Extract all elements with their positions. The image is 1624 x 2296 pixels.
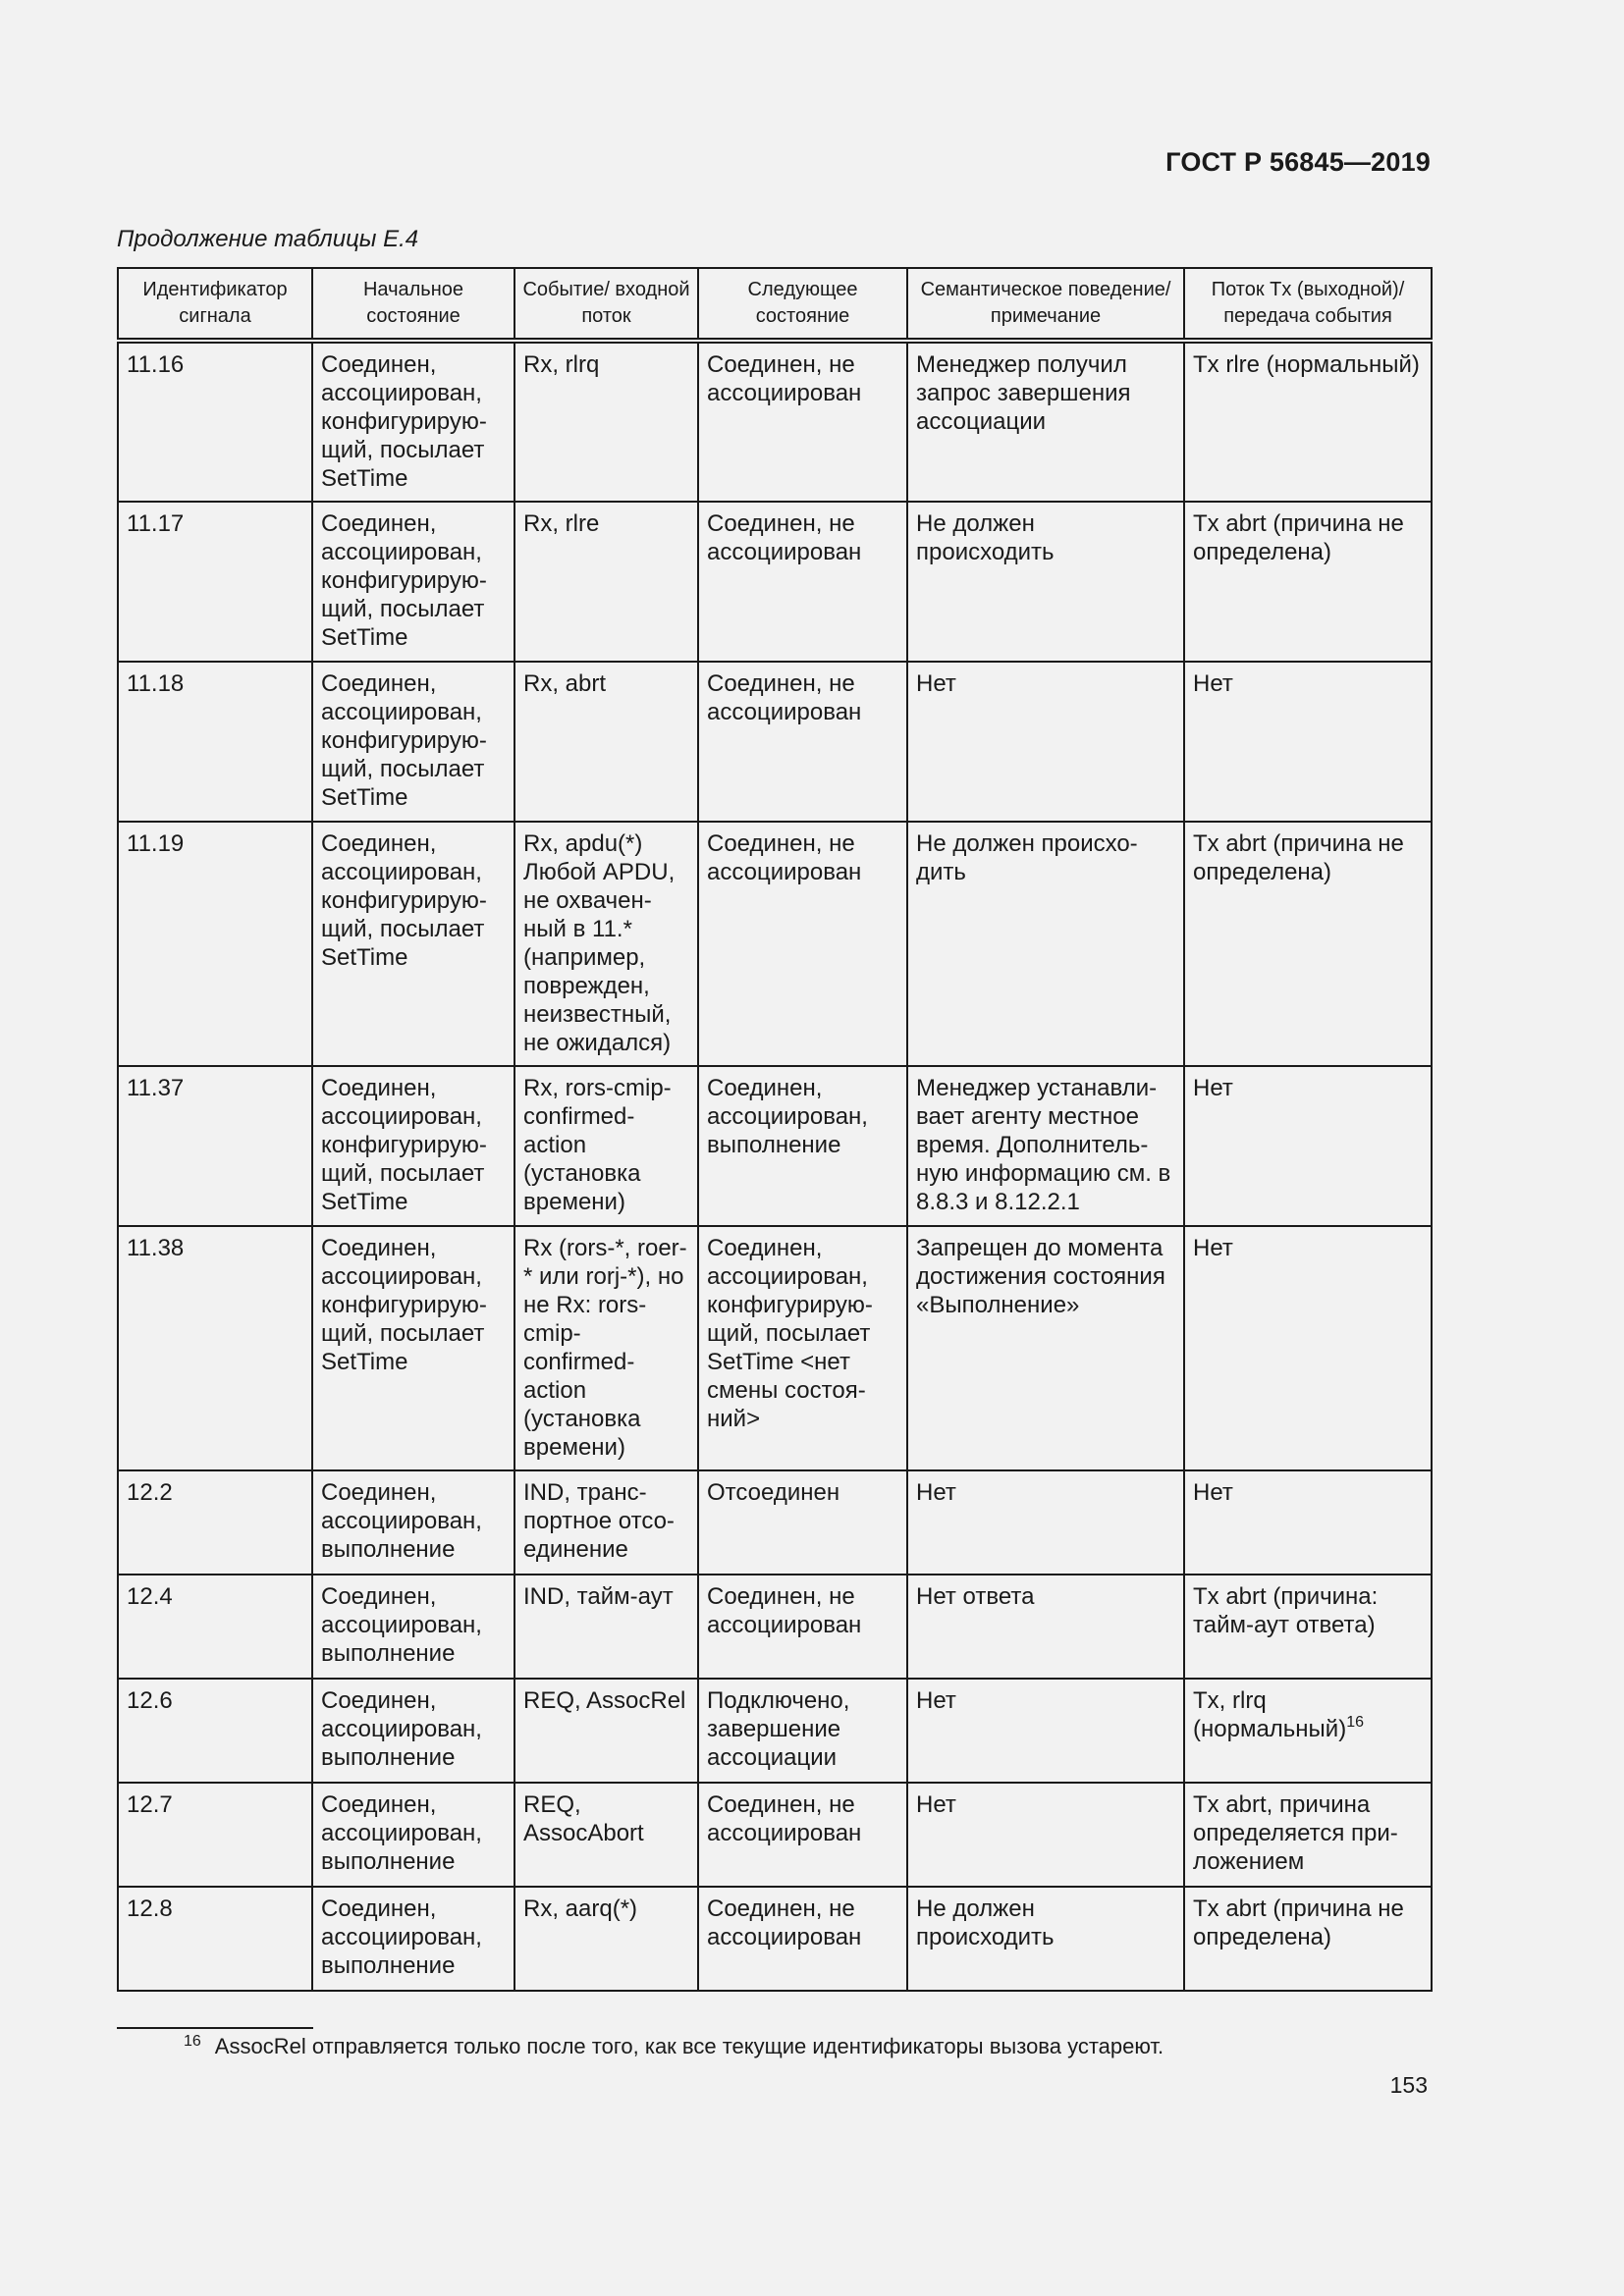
table-row	[118, 1575, 1432, 1679]
table-cell: 11.16	[118, 341, 312, 502]
table-cell: Tx abrt, причина определяется при-ложением	[1184, 1783, 1432, 1887]
table-cell: 11.37	[118, 1066, 312, 1226]
table-cell: Соединен, ассоциирован, конфигурирую-щий, посылает SetTime	[312, 1066, 514, 1226]
table-cell: Rx, rors-cmip-confirmed-action (установка времени)	[514, 1066, 698, 1226]
footnote-number: 16	[184, 2033, 201, 2050]
column-header: Семантическое поведение/примечание	[907, 268, 1184, 341]
table-header-row	[118, 268, 1432, 341]
table-cell: Tx abrt (причина: тайм-аут ответа)	[1184, 1575, 1432, 1679]
table-cell: Нет	[1184, 1066, 1432, 1226]
footnote-separator	[117, 2027, 313, 2029]
footnote	[184, 2033, 1164, 2059]
table-cell: Соединен, не ассоциирован	[698, 341, 907, 502]
table-cell: Tx abrt (причина не определена)	[1184, 822, 1432, 1066]
table-cell: Соединен, не ассоциирован	[698, 1783, 907, 1887]
column-header: Идентификатор сигнала	[118, 268, 312, 341]
table-cell: Соединен, ассоциирован, конфигурирую-щий, посылает SetTime	[312, 341, 514, 502]
table-cell: REQ, AssocAbort	[514, 1783, 698, 1887]
table-cell: Нет ответа	[907, 1575, 1184, 1679]
table-cell: Не должен происхо-дить	[907, 822, 1184, 1066]
table-cell: Rx, rlre	[514, 502, 698, 662]
table-cell: Нет	[907, 1470, 1184, 1575]
table-cell: Менеджер устанавли-вает агенту местное время. Дополнитель-ную информацию см. в 8.8.3 и 8.12.2.1	[907, 1066, 1184, 1226]
table-cell	[1184, 1679, 1432, 1783]
table-cell: Не должен происходить	[907, 1887, 1184, 1991]
table-row	[118, 822, 1432, 1066]
footnote-mark: 16	[1346, 1714, 1364, 1731]
table-cell: 12.2	[118, 1470, 312, 1575]
table-cell: Соединен, ассоциирован, конфигурирую-щий, посылает SetTime	[312, 502, 514, 662]
table-row	[118, 1470, 1432, 1575]
table-row	[118, 1783, 1432, 1887]
signal-table	[117, 267, 1433, 1992]
table-cell: Нет	[1184, 1226, 1432, 1470]
table-cell: Нет	[907, 1783, 1184, 1887]
cell-text: Tx, rlrq (нормальный)	[1193, 1687, 1347, 1742]
document-code: ГОСТ Р 56845—2019	[1165, 147, 1431, 177]
column-header: Начальное состояние	[312, 268, 514, 341]
table-cell: REQ, AssocRel	[514, 1679, 698, 1783]
table-cell: Rx, rlrq	[514, 341, 698, 502]
table-cell: Подключено, завершение ассоциации	[698, 1679, 907, 1783]
table-cell: IND, транс-портное отсо-единение	[514, 1470, 698, 1575]
page-number: 153	[1389, 2072, 1428, 2098]
table-cell: Соединен, не ассоциирован	[698, 502, 907, 662]
table-cell: Соединен, ассоциирован, конфигурирую-щий, посылает SetTime <нет смены состоя-ний>	[698, 1226, 907, 1470]
table-cell: Нет	[907, 1679, 1184, 1783]
table-cell: Нет	[1184, 662, 1432, 822]
table-cell: Tx abrt (причина не определена)	[1184, 1887, 1432, 1991]
table-cell: Соединен, ассоциирован, выполнение	[312, 1470, 514, 1575]
table-row	[118, 1679, 1432, 1783]
table-cell: Tx rlre (нормальный)	[1184, 341, 1432, 502]
table-cell: Запрещен до момента достижения состояния «Выполнение»	[907, 1226, 1184, 1470]
table-row	[118, 1887, 1432, 1991]
table-cell: Менеджер получил запрос завершения ассоциации	[907, 341, 1184, 502]
table-cell: 12.7	[118, 1783, 312, 1887]
table-cell: Соединен, не ассоциирован	[698, 822, 907, 1066]
table-cell: 11.17	[118, 502, 312, 662]
table-row	[118, 662, 1432, 822]
table-cell: Соединен, не ассоциирован	[698, 1887, 907, 1991]
table-cell: Соединен, не ассоциирован	[698, 1575, 907, 1679]
table-cell: 12.8	[118, 1887, 312, 1991]
table-cell: Rx, abrt	[514, 662, 698, 822]
table-cell: Rx, apdu(*) Любой APDU, не охвачен-ный в 11.* (например, поврежден, неизвестный, не ожидался)	[514, 822, 698, 1066]
table-row	[118, 341, 1432, 502]
table-cell: Соединен, ассоциирован, конфигурирую-щий, посылает SetTime	[312, 1226, 514, 1470]
table-cell: Соединен, ассоциирован, выполнение	[312, 1679, 514, 1783]
table-row	[118, 502, 1432, 662]
table-cell: IND, тайм-аут	[514, 1575, 698, 1679]
table-caption: Продолжение таблицы Е.4	[117, 226, 419, 252]
footnote-text: AssocRel отправляется только после того, как все текущие идентификаторы вызова устареют.	[214, 2034, 1164, 2058]
table-cell: Не должен происходить	[907, 502, 1184, 662]
table-cell: Нет	[1184, 1470, 1432, 1575]
table-cell: Соединен, ассоциирован, конфигурирую-щий, посылает SetTime	[312, 662, 514, 822]
table-cell: Rx, aarq(*)	[514, 1887, 698, 1991]
table-row	[118, 1226, 1432, 1470]
table-cell: 12.6	[118, 1679, 312, 1783]
table-cell: 11.19	[118, 822, 312, 1066]
table-cell: Соединен, ассоциирован, выполнение	[312, 1783, 514, 1887]
table-cell: 11.18	[118, 662, 312, 822]
table-cell: 11.38	[118, 1226, 312, 1470]
table-cell: Отсоединен	[698, 1470, 907, 1575]
table-cell: Соединен, не ассоциирован	[698, 662, 907, 822]
table-cell: Нет	[907, 662, 1184, 822]
table-cell: Соединен, ассоциирован, конфигурирую-щий, посылает SetTime	[312, 822, 514, 1066]
column-header: Поток Tx (выходной)/ передача события	[1184, 268, 1432, 341]
table-cell: Соединен, ассоциирован, выполнение	[698, 1066, 907, 1226]
column-header: Событие/ входной поток	[514, 268, 698, 341]
table-cell: 12.4	[118, 1575, 312, 1679]
table-cell: Соединен, ассоциирован, выполнение	[312, 1575, 514, 1679]
table-cell: Rx (rors-*, roer-* или rorj-*), но не Rx: rors-cmip-confirmed-action (установка времени)	[514, 1226, 698, 1470]
table-cell: Соединен, ассоциирован, выполнение	[312, 1887, 514, 1991]
table-cell: Tx abrt (причина не определена)	[1184, 502, 1432, 662]
table-row	[118, 1066, 1432, 1226]
column-header: Следующее состояние	[698, 268, 907, 341]
